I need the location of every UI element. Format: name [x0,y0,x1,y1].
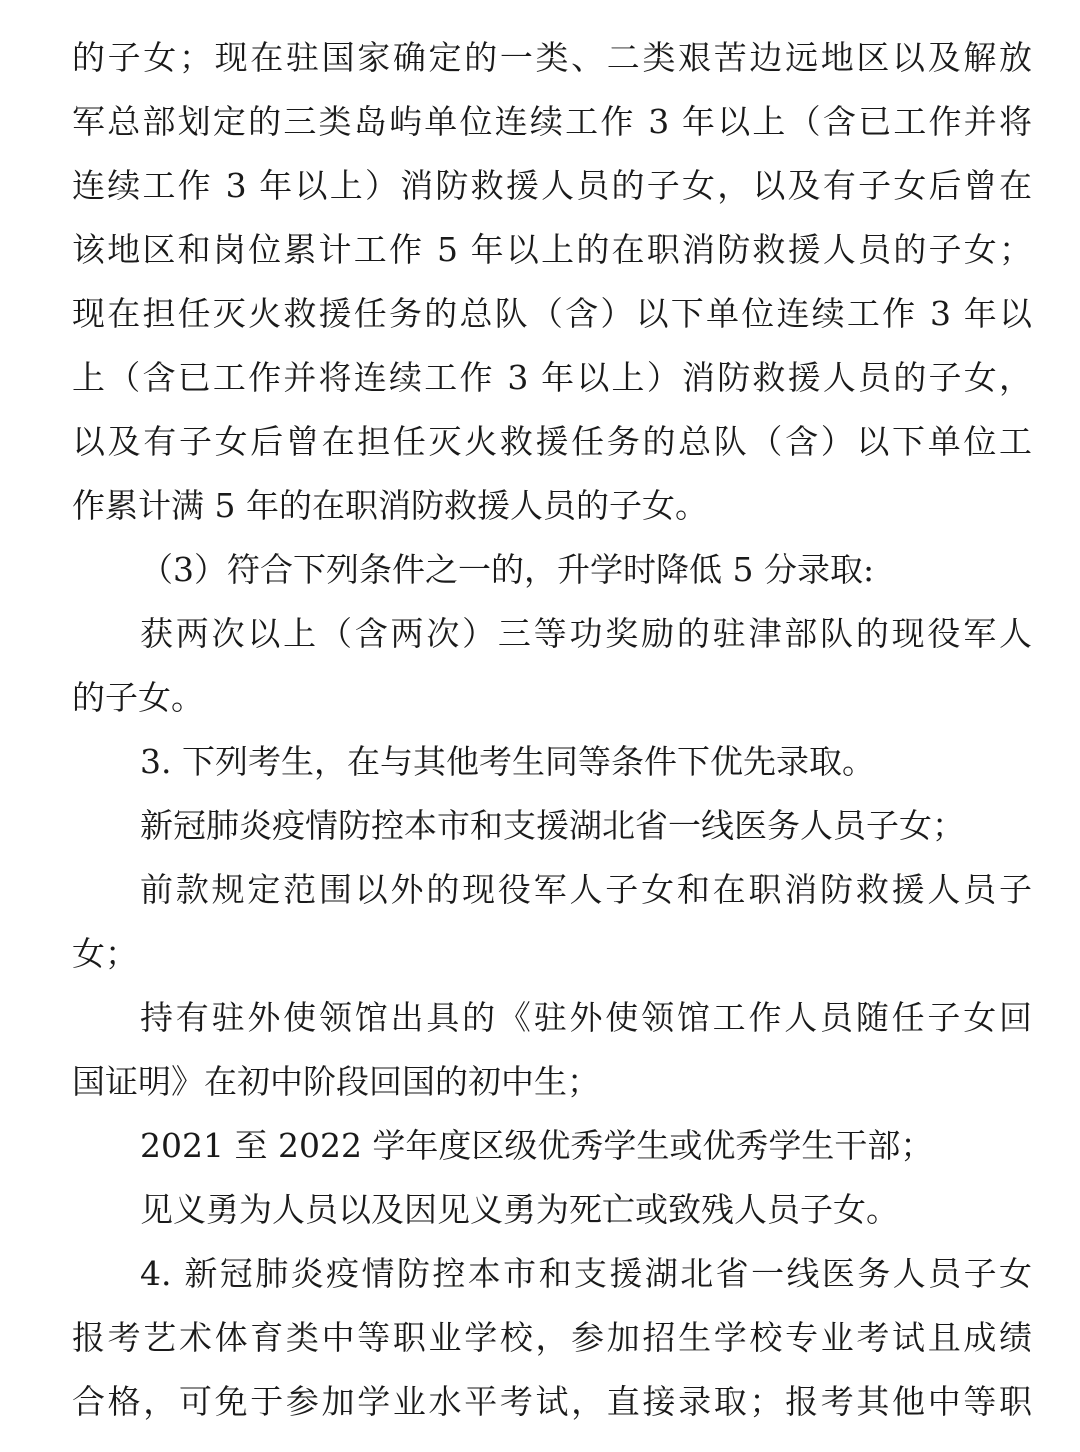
text-line-2: 军总部划定的三类岛屿单位连续工作 3 年以上（含已工作并将 [72,102,1032,141]
text-line-7: 以及有子女后曾在担任灭火救援任务的总队（含）以下单位工 [72,422,1032,461]
text-line-11: 的子女。 [72,678,204,717]
text-line-18: 2021 至 2022 学年度区级优秀学生或优秀学生干部； [140,1126,934,1165]
text-line-19: 见义勇为人员以及因见义勇为死亡或致残人员子女。 [140,1190,899,1229]
text-line-8: 作累计满 5 年的在职消防救援人员的子女。 [72,486,708,525]
text-line-3: 连续工作 3 年以上）消防救援人员的子女，以及有子女后曾在 [72,166,1032,205]
text-line-16: 持有驻外使领馆出具的《驻外使领馆工作人员随任子女回 [140,998,1032,1037]
text-line-4: 该地区和岗位累计工作 5 年以上的在职消防救援人员的子女； [72,230,1032,269]
text-line-6: 上（含已工作并将连续工作 3 年以上）消防救援人员的子女， [72,358,1032,397]
text-line-15: 女； [72,934,138,973]
text-line-5: 现在担任灭火救援任务的总队（含）以下单位连续工作 3 年以 [72,294,1032,333]
text-line-10: 获两次以上（含两次）三等功奖励的驻津部队的现役军人 [140,614,1032,653]
text-line-22: 合格，可免于参加学业水平考试，直接录取；报考其他中等职 [72,1382,1032,1421]
text-line-14: 前款规定范围以外的现役军人子女和在职消防救援人员子 [140,870,1032,909]
text-line-13: 新冠肺炎疫情防控本市和支援湖北省一线医务人员子女； [140,806,965,845]
text-line-12: 3. 下列考生，在与其他考生同等条件下优先录取。 [140,742,875,781]
text-line-17: 国证明》在初中阶段回国的初中生； [72,1062,600,1101]
text-line-9: （3）符合下列条件之一的，升学时降低 5 分录取: [140,550,875,589]
text-line-21: 报考艺术体育类中等职业学校，参加招生学校专业考试且成绩 [72,1318,1032,1357]
text-line-1: 的子女；现在驻国家确定的一类、二类艰苦边远地区以及解放 [72,38,1032,77]
text-line-20: 4. 新冠肺炎疫情防控本市和支援湖北省一线医务人员子女 [140,1254,1032,1293]
